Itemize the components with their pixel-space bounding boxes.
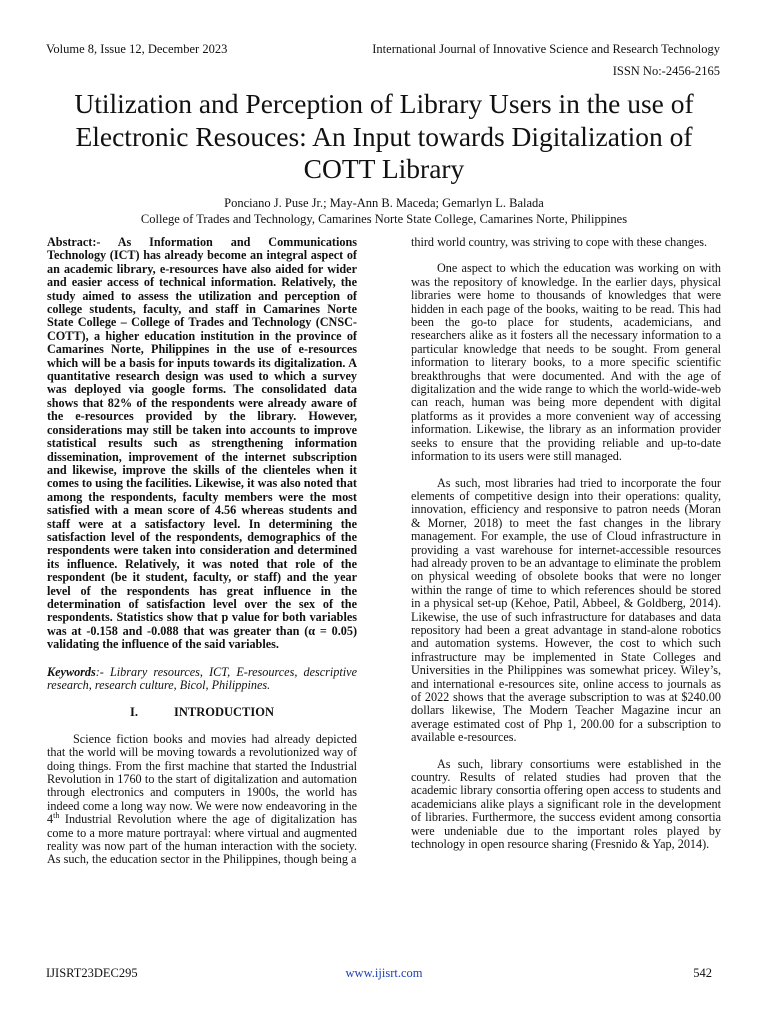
- right-paragraph-3: As such, library consortiums were established in the country. Results of related studies had proven that the academic library consortia offering open access to students and academicians alike plays a significant role in the development of libraries. Furthermore, the success evident among consortia were undeniable due to the important roles played by technology in open resource sharing (Fresnido & Yap, 2014).: [411, 756, 721, 852]
- intro-p1-part-a: Science fiction books and movies had already depicted that the world will be moving towards a revolutionized way of doing things. From the first machine that started the Industrial Revolution in 1760 to the start of digitalization and automation through electronics and computers in 1900s, the world has indeed come a long way now. We were now endeavoring in the 4: [47, 731, 357, 827]
- right-column: [411, 236, 721, 851]
- abstract: Abstract:- As Information and Communications Technology (ICT) has already become an integral aspect of an academic library, e-resources have also aided for wider and easier access of technical information. Relatively, the study aimed to assess the utilization and perception of college students, faculty, and staff in Camarines Norte State College – College of Trades and Technology (CNSC-COTT), a higher education institution in the province of Camarines Norte, Philippines in the use of e-resources which will be a basis for inputs towards its digitalization. A quantitative research design was used to which a survey was deployed via google forms. The consolidated data shows that 82% of the respondents were already aware of the e-resources provided by the library. However, considerations may still be taken into accounts to improve statistical results such as strengthening information dissemination, improvement of the internet subscription and likewise, improve the skills of the clienteles when it comes to using the facilities. Likewise, it was also noted that among the respondents, faculty members were the most satisfied with a mean score of 4.56 whereas students and staff were at a satisfactory level. In determining the satisfaction level of the respondents, demographics of the respondents were taken into consideration and determined its influence. Relatively, it was noted that role of the respondent (be it student, faculty, or staff) and the year level of the respondents has great influence in the determination of satisfaction level over the sex of the respondents. Statistics show that p value for both variables was at -0.158 and -0.088 that was greater than (α = 0.05) validating the influence of the said variables.: [47, 235, 357, 652]
- section-title: INTRODUCTION: [173, 705, 274, 720]
- paper-title: Utilization and Perception of Library Users in the use of Electronic Resouces: An Input towards Digitalization of COTT Library: [74, 88, 694, 184]
- authors: Ponciano J. Puse Jr.; May-Ann B. Maceda; Gemarlyn L. Balada: [224, 196, 544, 210]
- keywords: [47, 666, 357, 693]
- intro-p1-superscript: th: [53, 811, 60, 821]
- footer-page-number: 542: [693, 966, 712, 980]
- intro-paragraph-1: [47, 733, 357, 867]
- section-number: I.: [129, 705, 138, 720]
- header-volume: Volume 8, Issue 12, December 2023: [46, 42, 228, 56]
- footer-code: IJISRT23DEC295: [46, 966, 138, 980]
- right-paragraph-2: As such, most libraries had tried to incorporate the four elements of competitive design into their operations: quality, innovation, efficiency and responsive to patron needs (Moran & Morner, 2018) to meet the fast changes in the library management. For example, the use of Cloud infrastructure in providing a vast warehouse for internet-accessible resources had already proven to be an advantage to eliminate the problem on physical weeding of obsolete books that were no longer within the range of time to which references should be stored in a physical set-up (Kehoe, Patil, Abbeel, & Goldberg, 2014). Likewise, the use of such infrastructure for databases and data repository had been a great advantage in stand-alone robotics and automation systems. However, the cost to which such infrastructure may be implemented in State Colleges and Universities in the Philippines was somewhat pricey. Wiley’s, and international e-resources site, online access to journals as of 2022 shows that the average subscription to was at $240.00 dollars likewise, The Modern Teacher Magazine incur an average estimated cost of Php 1, 200.00 for a subscription to available e-resources.: [411, 475, 721, 745]
- right-paragraph-1: One aspect to which the education was working on with was the repository of knowledge. In the earlier days, physical libraries were home to thousands of knowledges that were hidden in each page of the books, waiting to be read. This had been the go-to place for students, academicians, and researchers alike as it fosters all the necessary information to a particular knowledge that needs to be sought. From general information to literary books, to a more specific scientific breakthroughs that were documented. And with the age of digitalization and the wide range to which the world-wide-web can reach, human was being more dependent with digital platforms as it provides a more convenient way of accessing information. Likewise, the library as an information provider seeks to ensure that the providing reliable and up-to-date information to its users were still managed.: [411, 261, 721, 464]
- footer-website-link[interactable]: www.ijisrt.com: [345, 966, 423, 980]
- affiliation: College of Trades and Technology, Camarines Norte State College, Camarines Norte, Philippines: [140, 212, 628, 226]
- left-column: [47, 236, 357, 867]
- intro-p1-part-b: Industrial Revolution where the age of digitalization has come to a more mature portrayal: where virtual and augmented reality was now part of the human interaction with the society. As such, the education sector in the Philippines, though being a: [47, 812, 357, 867]
- right-paragraph-0: third world country, was striving to cope with these changes.: [411, 235, 708, 249]
- header-journal: International Journal of Innovative Science and Research Technology: [372, 42, 720, 56]
- keywords-label: Keywords: [47, 664, 96, 679]
- header-issn: ISSN No:-2456-2165: [612, 64, 720, 78]
- keywords-text: :- Library resources, ICT, E-resources, descriptive research, research culture, Bicol, Philippines.: [47, 664, 357, 692]
- section-heading: [47, 706, 357, 719]
